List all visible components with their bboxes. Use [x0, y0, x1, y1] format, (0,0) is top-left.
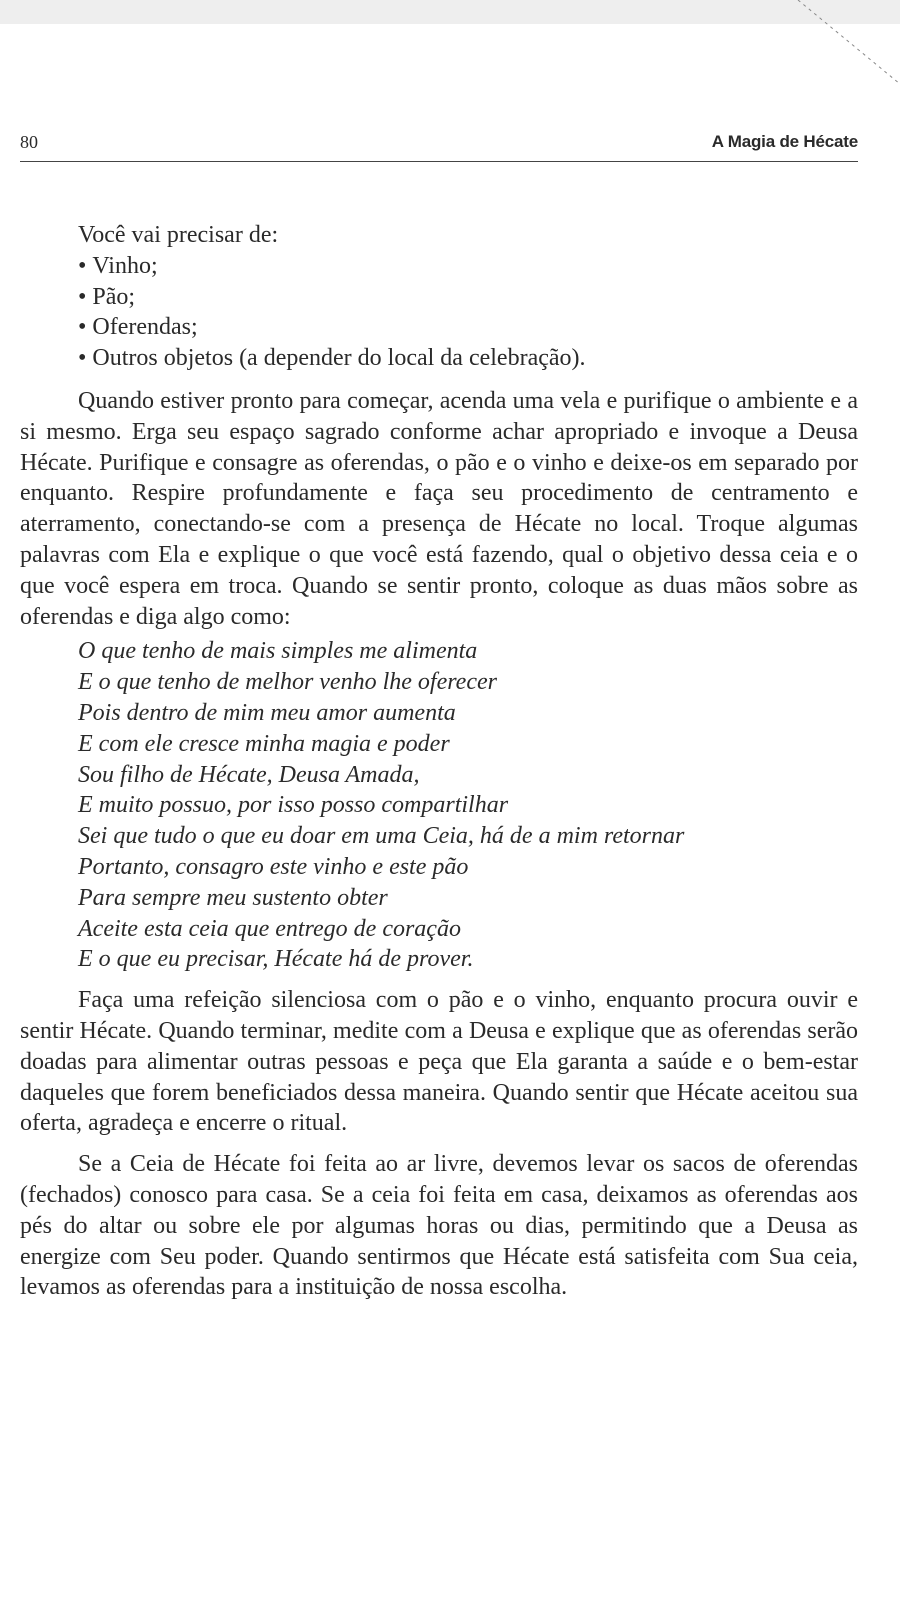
paragraph-meal: Faça uma refeição silenciosa com o pão e o vinho, enquanto procura ouvir e sentir Hécate. Quando terminar, medite com a Deusa e explique que as oferendas serão doadas para alimentar outras pessoas e peça que Ela garanta a saúde e o bem-estar daqueles que forem beneficiados dessa maneira. Quando sentir que Hécate aceitou sua oferta, agradeça e encerre o ritual. [20, 987, 858, 1137]
verse-line: Para sempre meu sustento obter [78, 884, 388, 911]
verse-line: Sou filho de Hécate, Deusa Amada, [78, 761, 420, 788]
page-number: 80 [20, 132, 38, 152]
list-item: • Pão; [78, 282, 858, 313]
body-text [20, 220, 858, 1303]
list-item: • Outros objetos (a depender do local da celebração). [78, 343, 858, 374]
top-band [0, 0, 900, 24]
verse-line: E com ele cresce minha magia e poder [78, 730, 450, 757]
verse-line: E o que eu precisar, Hécate há de prover. [78, 946, 474, 973]
verse-line: Aceite esta ceia que entrego de coração [78, 915, 461, 942]
verse-line: O que tenho de mais simples me alimenta [78, 638, 478, 665]
verse-line: Pois dentro de mim meu amor aumenta [78, 699, 456, 726]
list-item: • Vinho; [78, 251, 858, 282]
page-corner-fold [790, 0, 900, 110]
verse-line: E muito possuo, por isso posso compartilhar [78, 792, 509, 819]
book-title: A Magia de Hécate [711, 132, 858, 151]
supplies-list [78, 251, 858, 374]
invocation-verse [78, 636, 858, 975]
supplies-intro: Você vai precisar de: [78, 222, 279, 248]
verse-line: E o que tenho de melhor venho lhe oferecer [78, 669, 497, 696]
running-header [20, 132, 858, 158]
verse-line: Portanto, consagro este vinho e este pão [78, 853, 469, 880]
paragraph-offerings: Se a Ceia de Hécate foi feita ao ar livre, devemos levar os sacos de oferendas (fechados) conosco para casa. Se a ceia foi feita em casa, deixamos as oferendas aos pés do altar ou sobre ele por algumas horas ou dias, permitindo que a Deusa as energize com Seu poder. Quando sentirmos que Hécate está satisfeita com Sua ceia, levamos as oferendas para a instituição de nossa escolha. [20, 1151, 858, 1301]
paragraph-preparation: Quando estiver pronto para começar, acenda uma vela e purifique o ambiente e a si mesmo. Erga seu espaço sagrado conforme achar apropriado e invoque a Deusa Hécate. Purifique e consagre as oferendas, o pão e o vinho e deixe-os em separado por enquanto. Respire profundamente e faça seu procedimento de centramento e aterramento, conectando-se com a presença de Hécate no local. Troque algumas palavras com Ela e explique o que você está fazendo, qual o objetivo dessa ceia e o que você espera em troca. Quando se sentir pronto, coloque as duas mãos sobre as oferendas e diga algo como: [20, 387, 858, 630]
list-item: • Oferendas; [78, 312, 858, 343]
header-rule [20, 161, 858, 162]
verse-line: Sei que tudo o que eu doar em uma Ceia, há de a mim retornar [78, 823, 685, 850]
